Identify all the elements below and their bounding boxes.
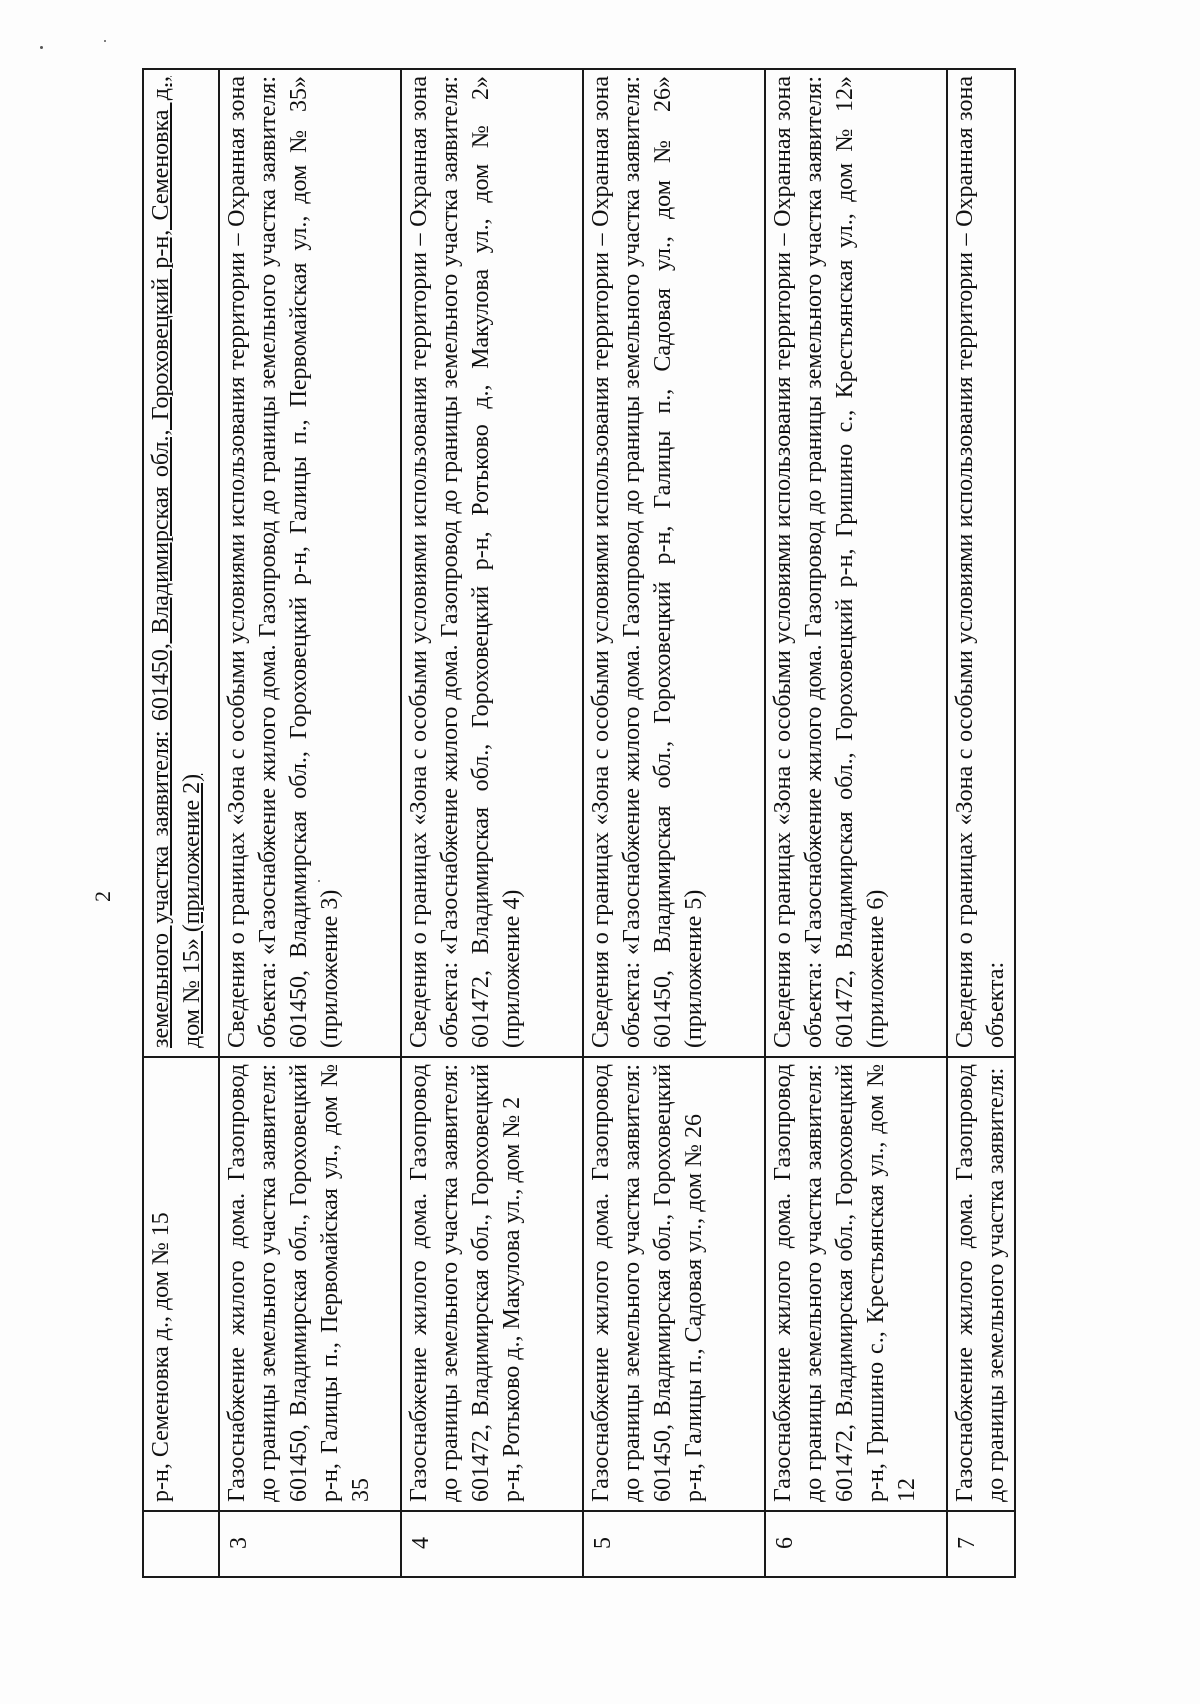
table-row (583, 69, 765, 1577)
info-cell: Сведения о границах «Зона с особыми условиями использования территории – Охранная зона объекта: «Газоснабжение жилого дома. Газопровод до границы земельного участка заявителя: 601472, Владимирская обл., Гороховецкий р-н, Гришино с., Крестьянская ул., дом № 12» (приложение 6) (765, 69, 947, 1057)
table-row (143, 69, 219, 1577)
row-number: 7 (947, 1511, 1015, 1577)
object-cell: р-н, Семеновка д., дом № 15 (143, 1057, 219, 1511)
object-cell: Газоснабжение жилого дома. Газопровод до границы земельного участка заявителя: 601450, Владимирская обл., Гороховецкий р-н, Галицы п., Первомайская ул., дом № 35 (219, 1057, 401, 1511)
object-cell: Газоснабжение жилого дома. Газопровод до границы земельного участка заявителя: 601450, Владимирская обл., Гороховецкий р-н, Галицы п., Садовая ул., дом № 26 (583, 1057, 765, 1511)
table-row (401, 69, 583, 1577)
object-cell: Газоснабжение жилого дома. Газопровод до границы земельного участка заявителя: (947, 1057, 1015, 1511)
info-cell: Сведения о границах «Зона с особыми условиями использования территории – Охранная зона объекта: «Газоснабжение жилого дома. Газопровод до границы земельного участка заявителя: 601450, Владимирская обл., Гороховецкий р-н, Галицы п., Садовая ул., дом № 26» (приложение 5) (583, 69, 765, 1057)
page-number: 2 (90, 891, 115, 902)
info-cell: Сведения о границах «Зона с особыми условиями использования территории – Охранная зона объекта: (947, 69, 1015, 1057)
info-cell: Сведения о границах «Зона с особыми условиями использования территории – Охранная зона объекта: «Газоснабжение жилого дома. Газопровод до границы земельного участка заявителя: 601472, Владимирская обл., Гороховецкий р-н, Ротьково д., Макулова ул., дом № 2» (приложение 4) (401, 69, 583, 1057)
row-number (143, 1511, 219, 1577)
zones-table (142, 68, 1016, 1578)
table-row (219, 69, 401, 1577)
row-number: 6 (765, 1511, 947, 1577)
info-cell: земельного участка заявителя: 601450, Владимирская обл., Гороховецкий р-н, Семеновка д., дом № 15» (приложение 2) (143, 69, 219, 1057)
table-row (765, 69, 947, 1577)
object-cell: Газоснабжение жилого дома. Газопровод до границы земельного участка заявителя: 601472, Владимирская обл., Гороховецкий р-н, Ротьково д., Макулова ул., дом № 2 (401, 1057, 583, 1511)
object-cell: Газоснабжение жилого дома. Газопровод до границы земельного участка заявителя: 601472, Владимирская обл., Гороховецкий р-н, Гришино с., Крестьянская ул., дом № 12 (765, 1057, 947, 1511)
table-row (947, 69, 1015, 1577)
row-number: 5 (583, 1511, 765, 1577)
row-number: 3 (219, 1511, 401, 1577)
info-cell: Сведения о границах «Зона с особыми условиями использования территории – Охранная зона объекта: «Газоснабжение жилого дома. Газопровод до границы земельного участка заявителя: 601450, Владимирская обл., Гороховецкий р-н, Галицы п., Первомайская ул., дом № 35» (приложение 3) (219, 69, 401, 1057)
row-number: 4 (401, 1511, 583, 1577)
